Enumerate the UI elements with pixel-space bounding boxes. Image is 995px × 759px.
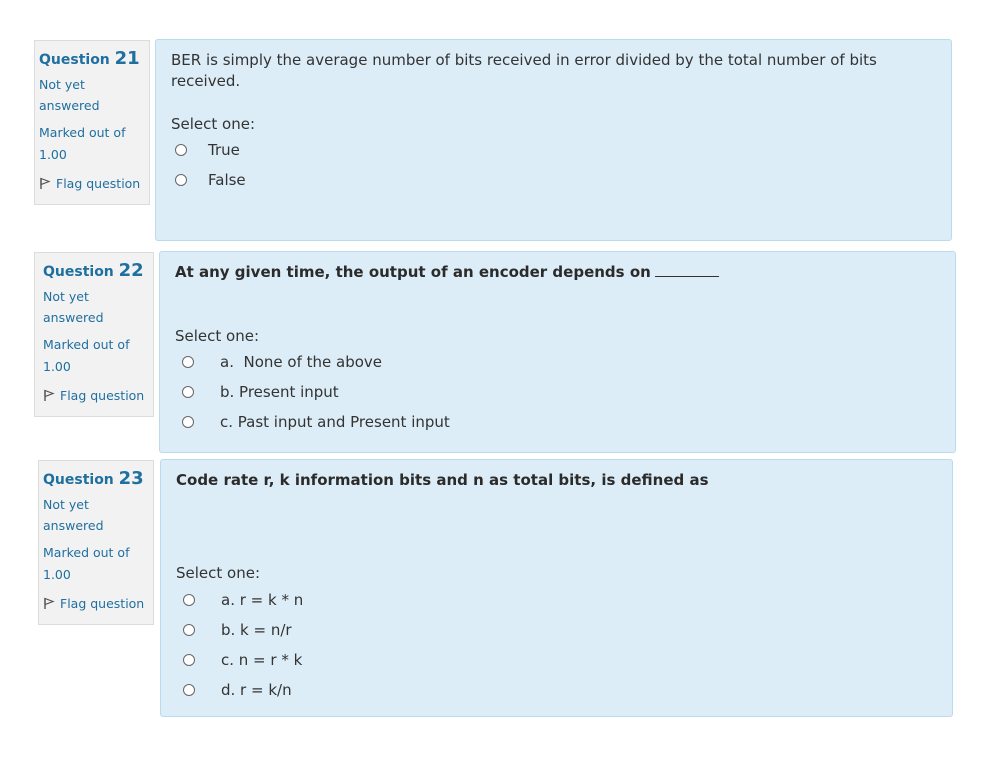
question-number-value: 22 <box>118 260 144 281</box>
grade-line-1: Marked out of <box>43 545 130 560</box>
state-line-1: Not yet <box>43 289 89 304</box>
question-label: Question <box>43 472 114 488</box>
flag-question-link[interactable] <box>43 596 149 611</box>
question-state <box>43 494 149 536</box>
question-info-23 <box>38 460 154 625</box>
question-grade <box>43 542 149 586</box>
flag-icon <box>43 597 55 610</box>
state-line-1: Not yet <box>43 497 89 512</box>
question-number <box>39 49 145 70</box>
state-line-2: answered <box>39 98 100 113</box>
flag-question-label: Flag question <box>60 596 145 611</box>
question-label: Question <box>39 52 110 68</box>
answer-option-label: b. Present input <box>220 383 339 401</box>
answer-option-b[interactable] <box>182 383 339 401</box>
radio-button[interactable] <box>175 144 187 156</box>
answer-option-label: False <box>208 171 246 189</box>
question-grade <box>39 334 149 378</box>
answer-option-a[interactable] <box>182 353 382 371</box>
state-line-1: Not yet <box>39 77 85 92</box>
select-one-prompt: Select one: <box>175 327 260 345</box>
radio-button[interactable] <box>182 386 194 398</box>
radio-button[interactable] <box>183 654 195 666</box>
question-text: Code rate r, k information bits and n as total bits, is defined as <box>176 471 709 489</box>
state-line-2: answered <box>43 310 104 325</box>
question-text: BER is simply the average number of bits received in error divided by the total number of bits received. <box>171 51 877 90</box>
flag-question-label: Flag question <box>60 388 145 403</box>
flag-question-link[interactable] <box>39 388 149 403</box>
select-one-prompt: Select one: <box>176 564 261 582</box>
answer-option-label: b. k = n/r <box>221 621 292 639</box>
question-info-21 <box>34 40 150 205</box>
radio-button[interactable] <box>183 684 195 696</box>
grade-line-1: Marked out of <box>39 125 126 140</box>
grade-line-2: 1.00 <box>39 147 67 162</box>
state-line-2: answered <box>43 518 104 533</box>
flag-icon <box>43 389 55 402</box>
select-one-prompt: Select one: <box>171 115 256 133</box>
question-label: Question <box>43 264 114 280</box>
question-grade <box>39 122 145 166</box>
question-number-value: 23 <box>118 468 144 489</box>
answer-blank <box>655 262 719 277</box>
question-content-22 <box>159 251 956 453</box>
answer-option-label: a. r = k * n <box>221 591 304 609</box>
answer-option-b[interactable] <box>183 621 292 639</box>
radio-button[interactable] <box>183 594 195 606</box>
question-state <box>39 286 149 328</box>
flag-icon <box>39 177 51 190</box>
radio-button[interactable] <box>182 416 194 428</box>
answer-option-a[interactable] <box>183 591 303 609</box>
answer-option-label: True <box>208 141 240 159</box>
answer-option-label: d. r = k/n <box>221 681 292 699</box>
radio-button[interactable] <box>182 356 194 368</box>
radio-button[interactable] <box>175 174 187 186</box>
answer-option-c[interactable] <box>183 651 302 669</box>
answer-option-false[interactable] <box>175 171 246 189</box>
question-number <box>39 261 149 282</box>
question-number-value: 21 <box>114 48 140 69</box>
grade-line-1: Marked out of <box>43 337 130 352</box>
question-info-22 <box>34 252 154 417</box>
answer-option-d[interactable] <box>183 681 292 699</box>
grade-line-2: 1.00 <box>43 359 71 374</box>
flag-question-link[interactable] <box>39 176 145 191</box>
question-content-23 <box>160 459 953 717</box>
question-text-content: At any given time, the output of an encoder depends on <box>175 263 651 281</box>
answer-option-label: c. n = r * k <box>221 651 303 669</box>
answer-option-label: c. Past input and Present input <box>220 413 450 431</box>
question-text <box>175 262 719 283</box>
question-content-21 <box>155 39 952 241</box>
answer-option-label: a. None of the above <box>220 353 383 371</box>
question-number <box>43 469 149 490</box>
radio-button[interactable] <box>183 624 195 636</box>
grade-line-2: 1.00 <box>43 567 71 582</box>
answer-option-true[interactable] <box>175 141 240 159</box>
question-state <box>39 74 145 116</box>
answer-option-c[interactable] <box>182 413 450 431</box>
flag-question-label: Flag question <box>56 176 141 191</box>
